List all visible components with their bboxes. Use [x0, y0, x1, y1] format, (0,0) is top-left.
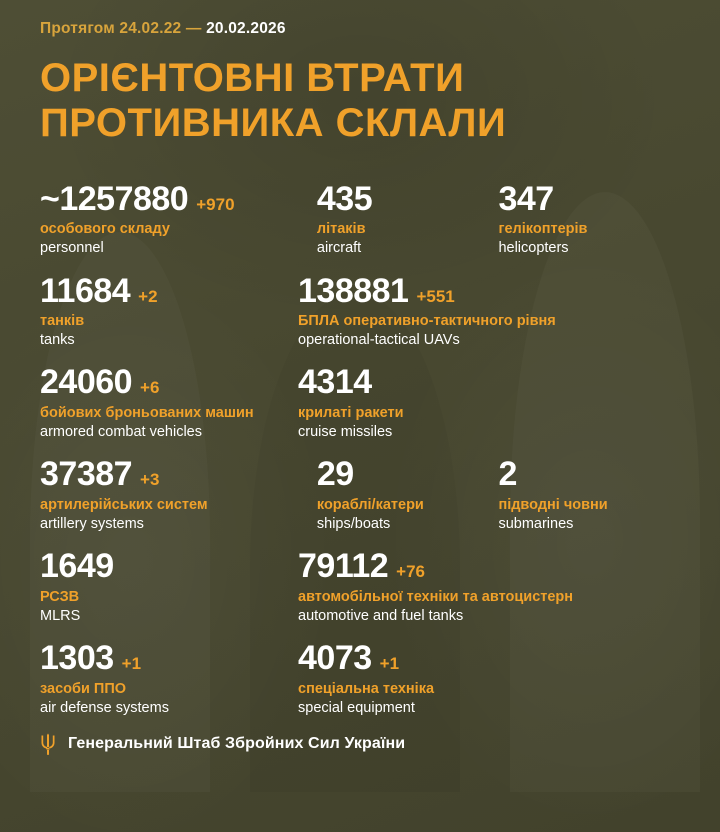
page-title	[40, 56, 680, 146]
stat-item-ships-boats	[317, 457, 499, 533]
stat-value: 435	[316, 179, 373, 218]
stat-item-automotive-fuel-tanks	[298, 549, 680, 625]
stat-number-line	[298, 271, 670, 310]
period-start: Протягом 24.02.22	[40, 20, 182, 37]
trident-emblem-icon	[40, 733, 56, 755]
stat-value: 11684	[40, 271, 131, 310]
stat-label-en: armored combat vehicles	[40, 424, 202, 441]
title-line-2: ПРОТИВНИКА СКЛАЛИ	[40, 100, 507, 145]
stat-label-ua: танків	[40, 313, 85, 330]
stat-label-ua: бойових броньованих машин	[40, 405, 254, 422]
stat-label-en: operational-tactical UAVs	[298, 332, 460, 349]
period-end-date: 20.02.2026	[206, 20, 286, 37]
stat-number-line	[298, 641, 670, 677]
stat-value: 347	[498, 179, 554, 218]
stat-item-armored-combat-vehicles	[40, 365, 298, 441]
stat-number-line	[498, 457, 670, 493]
stat-number-line	[40, 549, 288, 585]
stat-row	[40, 271, 680, 350]
stat-number-line	[317, 457, 489, 493]
stat-label-ua: артилерійських систем	[40, 497, 208, 514]
stat-item-helicopters	[498, 179, 680, 258]
stat-number-line	[298, 549, 670, 585]
title-line-1: ОРІЄНТОВНІ ВТРАТИ	[40, 56, 465, 100]
stat-delta: +3	[140, 470, 160, 490]
stat-value: 2	[498, 455, 517, 494]
stat-number-line	[40, 179, 307, 218]
stat-item-submarines	[498, 457, 680, 533]
stat-label-en: artillery systems	[40, 516, 144, 533]
stat-number-line	[40, 271, 288, 310]
stat-number-line	[298, 365, 670, 401]
stat-label-en: submarines	[498, 516, 574, 533]
stat-item-air-defense-systems	[40, 641, 298, 717]
stat-item-cruise-missiles	[298, 365, 680, 441]
stat-label-en: personnel	[40, 240, 104, 257]
stat-delta: +970	[196, 194, 235, 214]
stat-label-ua: РСЗВ	[40, 589, 80, 606]
stat-label-ua: кораблі/катери	[316, 497, 424, 514]
stat-delta: +2	[138, 286, 158, 306]
stat-label-ua: БПЛА оперативно-тактичного рівня	[298, 313, 556, 330]
stat-label-ua: крилаті ракети	[298, 405, 404, 422]
stat-label-en: ships/boats	[316, 516, 391, 533]
stat-number-line	[498, 179, 670, 218]
stat-value: 4073	[298, 639, 372, 678]
stat-number-line	[316, 179, 489, 218]
stat-value: 29	[316, 455, 354, 494]
stat-number-line	[40, 457, 307, 493]
stat-item-tanks	[40, 271, 298, 350]
stat-label-en: helicopters	[498, 240, 569, 257]
stat-row	[40, 641, 680, 717]
stat-row	[40, 179, 680, 258]
statistics-grid	[40, 179, 680, 718]
stat-label-en: special equipment	[298, 700, 415, 717]
footer-label: Генеральний Штаб Збройних Сил України	[68, 735, 406, 753]
stat-item-uavs	[298, 271, 680, 350]
stat-number-line	[40, 641, 288, 677]
stat-label-ua: автомобільної техніки та автоцистерн	[298, 589, 574, 606]
stat-label-en: tanks	[40, 332, 75, 349]
stat-label-ua: засоби ППО	[40, 680, 127, 697]
stat-value: 138881	[298, 271, 409, 310]
stat-label-en: aircraft	[316, 240, 362, 257]
stat-delta: +76	[396, 562, 426, 582]
stat-label-en: air defense systems	[40, 700, 169, 717]
stat-item-mlrs	[40, 549, 298, 625]
stat-item-artillery-systems	[40, 457, 317, 533]
stat-row	[40, 457, 680, 533]
stat-label-en: cruise missiles	[298, 424, 393, 441]
stat-value: 1303	[40, 639, 114, 678]
stat-label-ua: спеціальна техніка	[298, 680, 435, 697]
stat-item-personnel	[40, 179, 317, 258]
stat-delta: +551	[416, 286, 455, 306]
period-line	[40, 0, 680, 38]
stat-value: 79112	[298, 547, 389, 586]
stat-value: 24060	[40, 363, 133, 402]
stat-item-special-equipment	[298, 641, 680, 717]
stat-number-line	[40, 365, 288, 401]
stat-value: 4314	[298, 363, 372, 402]
stat-value: 1649	[40, 547, 114, 586]
stat-row	[40, 549, 680, 625]
content-container	[40, 0, 680, 755]
footer	[40, 733, 680, 755]
stat-label-ua: гелікоптерів	[498, 221, 588, 238]
stat-delta: +1	[121, 654, 142, 674]
stat-value: 37387	[40, 455, 133, 494]
stat-label-en: automotive and fuel tanks	[298, 608, 464, 625]
stat-label-ua: літаків	[316, 221, 366, 238]
stat-value: ~1257880	[40, 179, 189, 218]
stat-delta: +1	[379, 654, 400, 674]
stat-delta: +6	[140, 378, 160, 398]
stat-label-ua: особового складу	[40, 221, 170, 238]
stat-item-aircraft	[316, 179, 499, 258]
period-dash: —	[185, 20, 202, 37]
stat-label-ua: підводні човни	[498, 497, 608, 514]
stat-row	[40, 365, 680, 441]
stat-label-en: MLRS	[40, 608, 81, 625]
